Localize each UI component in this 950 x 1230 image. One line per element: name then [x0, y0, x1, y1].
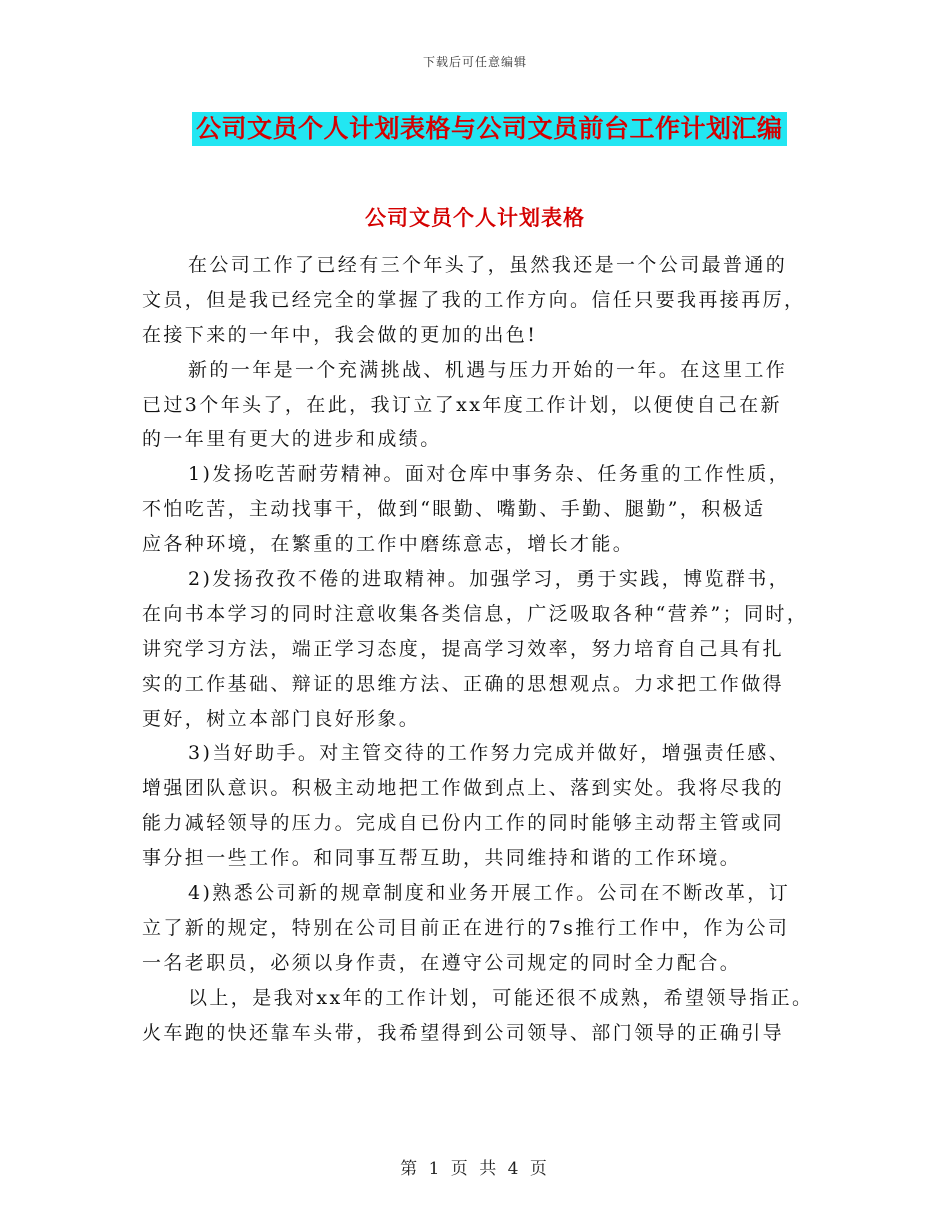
text-line: 不怕吃苦，主动找事干，做到“眼勤、嘴勤、手勤、腿勤”，积极适 — [142, 498, 766, 521]
text-line: 增强团队意识。积极主动地把工作做到点上、落到实处。我将尽我的 — [142, 777, 785, 800]
header-note: 下载后可任意编辑 — [422, 55, 527, 69]
text-line: 应各种环境，在繁重的工作中磨练意志，增长才能。 — [142, 533, 635, 556]
text-line: 已过3个年头了，在此，我订立了xx年度工作计划，以便使自己在新 — [142, 393, 782, 416]
text-line: 在接下来的一年中，我会做的更加的出色! — [142, 323, 538, 346]
text-line: 以上，是我对xx年的工作计划，可能还很不成熟，希望领导指正。 — [188, 986, 814, 1009]
text-line: 的一年里有更大的进步和成绩。 — [142, 428, 442, 451]
section-title: 公司文员个人计划表格 — [365, 205, 585, 230]
document-title: 公司文员个人计划表格与公司文员前台工作计划汇编 — [192, 112, 787, 146]
text-line: 火车跑的快还靠车头带，我希望得到公司领导、部门领导的正确引导 — [142, 1021, 785, 1044]
text-line: 在向书本学习的同时注意收集各类信息，广泛吸取各种“营养”；同时， — [142, 602, 809, 625]
text-line: 讲究学习方法，端正学习态度，提高学习效率，努力培育自己具有扎 — [142, 637, 785, 660]
text-line: 实的工作基础、辩证的思维方法、正确的思想观点。力求把工作做得 — [142, 672, 785, 695]
text-line: 文员，但是我已经完全的掌握了我的工作方向。信任只要我再接再厉， — [142, 288, 806, 311]
text-line: 能力减轻领导的压力。完成自已份内工作的同时能够主动帮主管或同 — [142, 812, 785, 835]
text-line: 新的一年是一个充满挑战、机遇与压力开始的一年。在这里工作 — [188, 358, 788, 381]
text-line: 4)熟悉公司新的规章制度和业务开展工作。公司在不断改革，订 — [188, 882, 791, 905]
text-line: 2)发扬孜孜不倦的进取精神。加强学习，勇于实践，博览群书， — [188, 568, 791, 591]
text-line: 立了新的规定，特别在公司目前正在进行的7s推行工作中，作为公司 — [142, 916, 790, 939]
text-line: 3)当好助手。对主管交待的工作努力完成并做好，增强责任感、 — [188, 742, 791, 765]
text-line: 事分担一些工作。和同事互帮互助，共同维持和谐的工作环境。 — [142, 847, 742, 870]
text-line: 在公司工作了已经有三个年头了，虽然我还是一个公司最普通的 — [188, 254, 788, 276]
page-footer: 第 1 页 共 4 页 — [400, 1159, 550, 1179]
text-line: 1)发扬吃苦耐劳精神。面对仓库中事务杂、任务重的工作性质， — [188, 463, 791, 486]
body-text — [142, 248, 822, 1050]
text-line: 一名老职员，必须以身作责，在遵守公司规定的同时全力配合。 — [142, 951, 742, 974]
text-line: 更好，树立本部门良好形象。 — [142, 707, 421, 730]
